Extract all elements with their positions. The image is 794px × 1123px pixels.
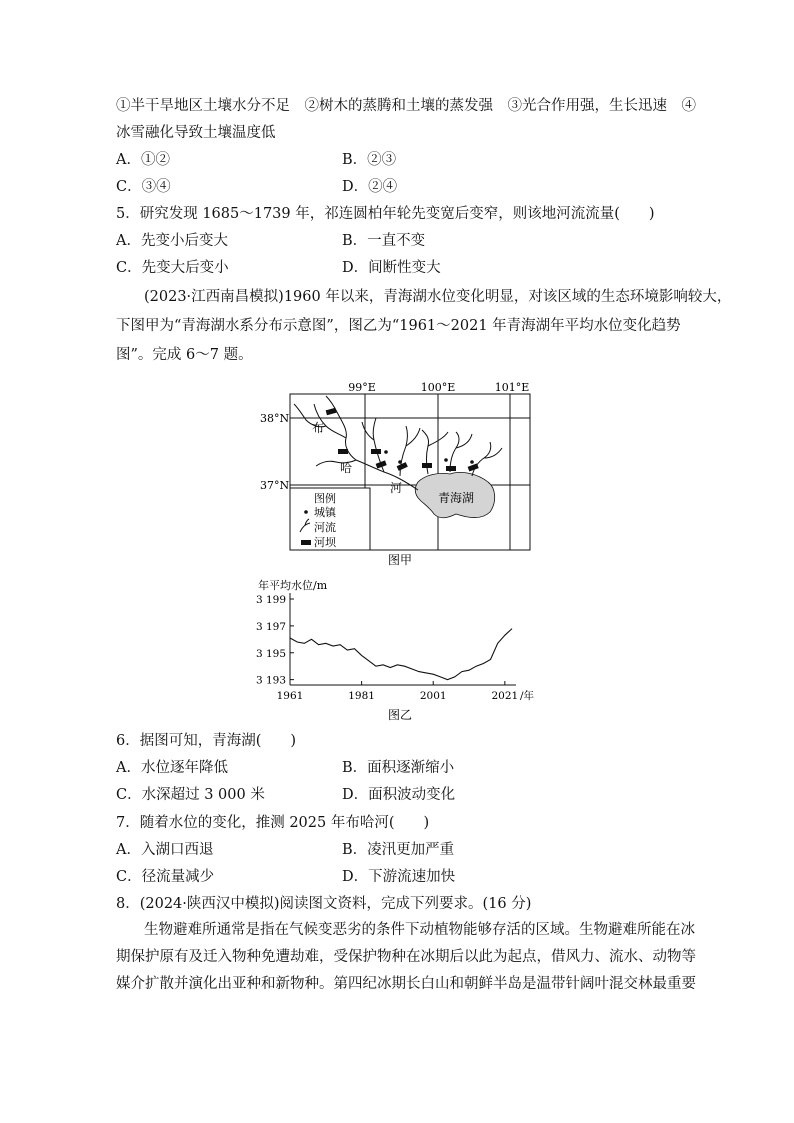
x-tick-label: 2021 [491,690,519,702]
q8-paragraph-line2: 期保护原有及迁入物种免遭劫难，受保护物种在冰期后以此为起点，借风力、流水、动物等 [116,949,696,965]
place-label-ha: 哈 [340,461,353,475]
q4-option-a: A．①② [116,152,170,168]
lat-label-38: 38°N [260,412,290,425]
town-markers [384,450,474,464]
legend-town: 城镇 [314,506,336,519]
q6-stem: 6．据图可知，青海湖( ) [116,733,297,749]
x-tick-label: 2001 [419,690,447,702]
q4-option-c: C．③④ [116,179,171,195]
y-tick-label: 3 197 [255,620,286,633]
place-label-he: 河 [390,481,403,495]
lake-label: 青海湖 [438,491,475,505]
q7-option-d: D．下游流速加快 [342,869,456,885]
q6-option-c: C．水深超过 3 000 米 [116,787,265,803]
lon-label-99: 99°E [348,381,376,394]
q8-paragraph-line1: 生物避难所通常是指在气候变恶劣的条件下动植物能够存活的区域。生物避难所能在冰 [144,922,695,938]
q5-option-c: C．先变大后变小 [116,260,229,276]
legend-river: 河流 [314,521,336,534]
q7-option-b: B．凌汛更加严重 [342,842,455,858]
q4-statement-line2: 冰雪融化导致土壤温度低 [116,125,276,141]
intro-line2: 下图甲为“青海湖水系分布示意图”，图乙为“1961～2021 年青海湖年平均水位变化趋势 [116,318,681,334]
q7-stem: 7．随着水位的变化，推测 2025 年布哈河( ) [116,815,430,831]
chart-plot-area [256,593,535,702]
q6-option-b: B．面积逐渐缩小 [342,760,455,776]
q7-option-c: C．径流量减少 [116,869,215,885]
q5-option-a: A．先变小后变大 [116,233,228,249]
lon-label-101: 101°E [494,381,530,394]
y-tick-label: 3 193 [255,674,286,687]
q4-option-d: D．②④ [342,179,398,195]
chart-xlabel: /年 [520,690,535,702]
qinghai-lake-map [250,376,550,568]
water-level-chart [250,573,550,723]
lon-label-100: 100°E [420,381,456,394]
lat-label-37: 37°N [260,479,290,492]
water-level-series-line [290,629,512,680]
q4-statement-line1: ①半干旱地区土壤水分不足 ②树木的蒸腾和土壤的蒸发强 ③光合作用强，生长迅速 ④ [116,98,696,114]
q8-paragraph-line3: 媒介扩散并演化出亚种和新物种。第四纪冰期长白山和朝鲜半岛是温带针阔叶混交林最重要 [116,976,696,992]
legend-title: 图例 [314,492,336,505]
y-tick-label: 3 199 [255,594,286,606]
intro-line3: 图”。完成 6～7 题。 [116,347,253,363]
q4-option-b: B．②③ [342,152,397,168]
legend-dam: 河坝 [314,536,336,549]
q6-option-a: A．水位逐年降低 [116,760,228,776]
map-caption: 图甲 [387,553,413,567]
chart-caption: 图乙 [387,708,413,722]
q5-option-b: B．一直不变 [342,233,426,249]
x-tick-label: 1981 [348,690,375,702]
map-legend [290,488,370,550]
legend-town-symbol [304,510,308,514]
x-tick-label: 1961 [276,690,304,702]
intro-line1: (2023·江西南昌模拟)1960 年以来，青海湖水位变化明显，对该区域的生态环境影响较大， [144,289,732,305]
legend-dam-symbol [301,540,311,545]
place-label-bu: 布 [312,421,325,435]
q5-stem: 5．研究发现 1685～1739 年，祁连圆柏年轮先变宽后变窄，则该地河流流量( ) [116,206,655,222]
q8-stem: 8．(2024·陕西汉中模拟)阅读图文资料，完成下列要求。(16 分) [116,896,532,912]
q7-option-a: A．入湖口西退 [116,842,214,858]
q5-option-d: D．间断性变大 [342,260,441,276]
q6-option-d: D．面积波动变化 [342,787,456,803]
y-tick-label: 3 195 [255,647,286,660]
chart-ylabel: 年平均水位/m [258,579,328,592]
